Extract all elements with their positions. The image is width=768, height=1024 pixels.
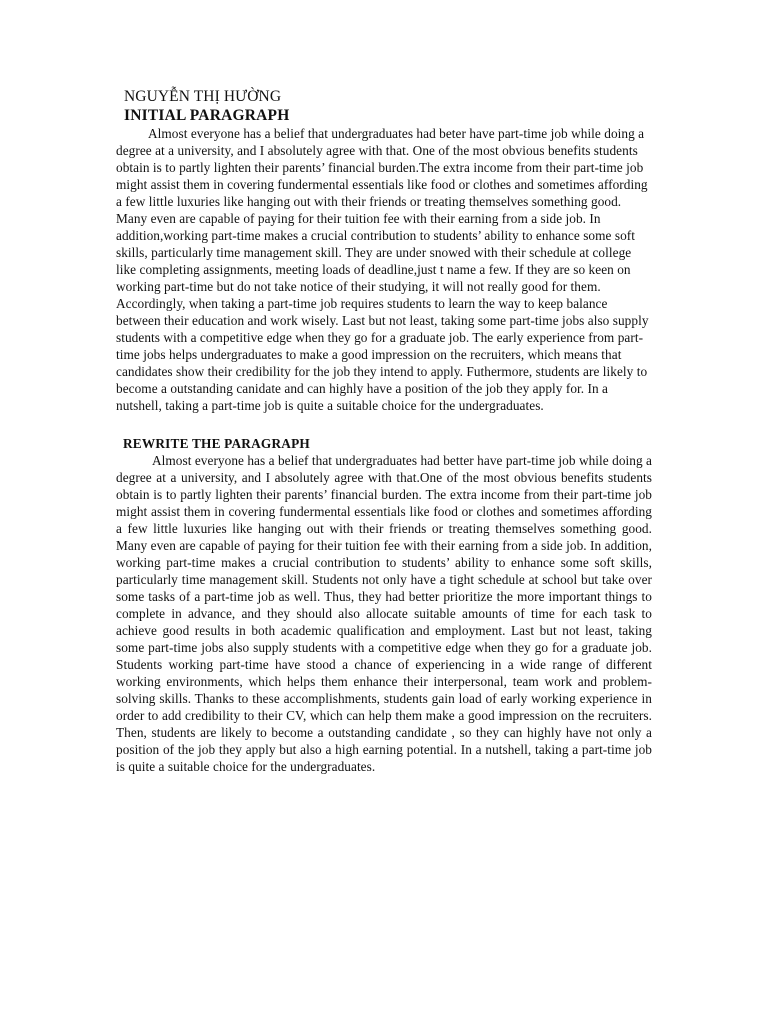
initial-paragraph-heading: INITIAL PARAGRAPH — [124, 107, 290, 124]
initial-paragraph-text: Almost everyone has a belief that undergraduates had beter have part-time job while doing a degree at a university, and I absolutely agree with that. One of the most obvious benefits students obtain is to partly lighten their parents’ financial burden.The extra income from their part-time job might assist them in covering fundermental essentials like food or clothes and sometimes affording a few little luxuries like hanging out with their friends or treating themselves something good. Many even are capable of paying for their tuition fee with their earning from a side job. In addition,working part-time makes a crucial contribution to students’ ability to enhance some soft skills, particularly time management skill. They are under snowed with their schedule at college like completing assignments, meeting loads of deadline,just t name a few. If they are so keen on working part-time but do not take notice of their studying, it will not really good for them. Accordingly, when taking a part-time job requires students to learn the way to keep balance between their education and work wisely. Last but not least, taking some part-time jobs also supply students with a competitive edge when they go for a graduate job. The early experience from part-time jobs helps undergraduates to make a good impression on the recruiters, which means that candidates show their credibility for the job they intend to apply. Futhermore, students are likely to become a outstanding canidate and can highly have a position of the job they apply for. In a nutshell, taking a part-time job is quite a suitable choice for the undergraduates. — [116, 126, 649, 413]
author-name: NGUYỄN THỊ HƯỜNG — [124, 88, 282, 105]
rewrite-paragraph-text: Almost everyone has a belief that undergraduates had better have part-time job while doing a degree at a university, and I absolutely agree with that.One of the most obvious benefits students obtain is to partly lighten their parents’ financial burden. The extra income from their part-time job might assist them in covering fundermental essentials like food or clothes and sometimes affording a few little luxuries like hanging out with their friends or treating themselves something good. Many even are capable of paying for their tuition fee with their earning from a side job. In addition, working part-time makes a crucial contribution to students’ ability to enhance some soft skills, particularly time management skill. Students not only have a tight schedule at school but take over some tasks of a part-time job as well. Thus, they had better prioritize the more important things to complete in advance, and they should also allocate suitable amounts of time for each task to achieve good results in both academic qualification and employment. Last but not least, taking some part-time jobs also supply students with a competitive edge when they go for a graduate job. Students working part-time have stood a chance of experiencing in a wide range of different working environments, which helps them enhance their interpersonal, team work and problem-solving skills. Thanks to these accomplishments, students gain load of early working experience in order to add credibility to their CV, which can help them make a good impression on the recruiters. Then, students are likely to become a outstanding candidate , so they can highly have not only a position of the job they apply but also a high earning potential. In a nutshell, taking a part-time job is quite a suitable choice for the undergraduates. — [116, 453, 652, 774]
document-page — [116, 88, 652, 775]
rewrite-paragraph-heading: REWRITE THE PARAGRAPH — [123, 436, 310, 451]
